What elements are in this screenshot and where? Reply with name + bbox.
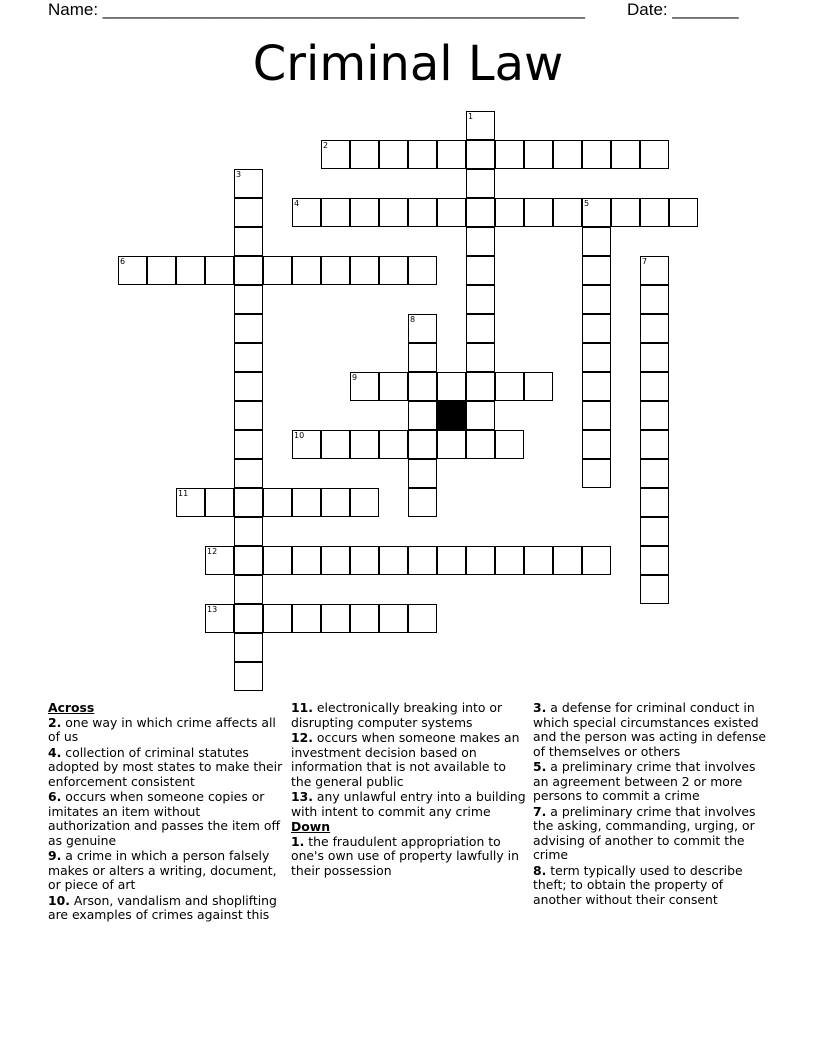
- grid-cell[interactable]: [495, 546, 524, 575]
- grid-cell[interactable]: [582, 314, 611, 343]
- grid-cell[interactable]: [408, 343, 437, 372]
- grid-cell[interactable]: [466, 140, 495, 169]
- grid-cell[interactable]: [640, 459, 669, 488]
- clue-number: 9.: [48, 848, 62, 863]
- grid-cell[interactable]: [234, 314, 263, 343]
- grid-cell[interactable]: [408, 314, 437, 343]
- grid-cell[interactable]: [321, 604, 350, 633]
- grid-cell[interactable]: [582, 140, 611, 169]
- cell-number: 9: [352, 373, 358, 382]
- grid-cell[interactable]: [379, 430, 408, 459]
- grid-cell[interactable]: [408, 546, 437, 575]
- grid-cell[interactable]: [350, 488, 379, 517]
- grid-cell[interactable]: [466, 314, 495, 343]
- grid-cell[interactable]: [466, 430, 495, 459]
- clue-across-9: [48, 849, 284, 893]
- grid-cell[interactable]: [640, 575, 669, 604]
- cell-number: 3: [236, 170, 242, 179]
- grid-cell[interactable]: [234, 604, 263, 633]
- clue-number: 12.: [291, 730, 313, 745]
- clue-across-4: [48, 746, 284, 790]
- grid-cell[interactable]: [205, 256, 234, 285]
- grid-cell[interactable]: [321, 430, 350, 459]
- grid-cell[interactable]: [234, 662, 263, 691]
- clue-text: any unlawful entry into a building with intent to commit any crime: [291, 789, 526, 819]
- clue-text: a preliminary crime that involves an agreement between 2 or more persons to commit a crime: [533, 759, 756, 803]
- clue-number: 7.: [533, 803, 547, 819]
- cell-number: 6: [120, 257, 126, 266]
- grid-cell[interactable]: [292, 430, 321, 459]
- grid-cell[interactable]: [292, 198, 321, 227]
- grid-cell[interactable]: [379, 546, 408, 575]
- clue-number: 8.: [533, 862, 547, 878]
- grid-cell[interactable]: [350, 430, 379, 459]
- clue-text: occurs when someone makes an investment decision based on information that is not available to the general public: [291, 730, 520, 789]
- grid-cell[interactable]: [408, 604, 437, 633]
- clue-across-10: [48, 894, 284, 923]
- grid-cell[interactable]: [263, 256, 292, 285]
- grid-cell[interactable]: [205, 488, 234, 517]
- grid-cell[interactable]: [582, 256, 611, 285]
- grid-cell[interactable]: [408, 372, 437, 401]
- grid-cell[interactable]: [466, 227, 495, 256]
- grid-cell[interactable]: [234, 488, 263, 517]
- grid-cell[interactable]: [524, 198, 553, 227]
- grid-cell[interactable]: [234, 256, 263, 285]
- grid-cell[interactable]: [234, 459, 263, 488]
- grid-cell[interactable]: [466, 198, 495, 227]
- grid-cell[interactable]: [321, 198, 350, 227]
- grid-cell[interactable]: [640, 140, 669, 169]
- clue-number: 11.: [291, 700, 313, 715]
- grid-cell[interactable]: [553, 546, 582, 575]
- grid-cell[interactable]: [292, 546, 321, 575]
- clues-column-3: [533, 701, 769, 908]
- grid-cell[interactable]: [495, 430, 524, 459]
- grid-cell[interactable]: [234, 546, 263, 575]
- grid-cell[interactable]: [466, 546, 495, 575]
- grid-cell[interactable]: [408, 430, 437, 459]
- grid-cell[interactable]: [640, 343, 669, 372]
- grid-cell[interactable]: [234, 227, 263, 256]
- grid-cell[interactable]: [350, 198, 379, 227]
- clue-across-12: [291, 731, 527, 789]
- grid-cell[interactable]: [408, 140, 437, 169]
- cell-number: 8: [410, 315, 416, 324]
- grid-cell[interactable]: [176, 488, 205, 517]
- grid-cell[interactable]: [669, 198, 698, 227]
- grid-cell[interactable]: [118, 256, 147, 285]
- grid-cell[interactable]: [408, 459, 437, 488]
- clue-number: 2.: [48, 714, 62, 730]
- grid-cell[interactable]: [582, 343, 611, 372]
- clue-down-7: [533, 805, 769, 863]
- clue-across-6: [48, 790, 284, 848]
- clue-across-11: [291, 701, 527, 730]
- grid-cell[interactable]: [582, 372, 611, 401]
- grid-cell[interactable]: [582, 546, 611, 575]
- black-cell: [437, 401, 466, 430]
- grid-cell[interactable]: [408, 488, 437, 517]
- grid-cell[interactable]: [234, 575, 263, 604]
- clue-across-2: [48, 716, 284, 745]
- grid-cell[interactable]: [640, 198, 669, 227]
- grid-cell[interactable]: [292, 488, 321, 517]
- clue-number: 5.: [533, 759, 547, 774]
- grid-cell[interactable]: [524, 546, 553, 575]
- grid-cell[interactable]: [147, 256, 176, 285]
- clue-number: 4.: [48, 744, 62, 760]
- clue-text: a crime in which a person falsely makes or alters a writing, document, or piece of art: [48, 848, 277, 892]
- grid-cell[interactable]: [292, 256, 321, 285]
- down-heading: Down: [291, 819, 331, 834]
- grid-cell[interactable]: [350, 604, 379, 633]
- grid-cell[interactable]: [640, 488, 669, 517]
- grid-cell[interactable]: [495, 198, 524, 227]
- grid-cell[interactable]: [640, 401, 669, 430]
- grid-cell[interactable]: [205, 546, 234, 575]
- grid-cell[interactable]: [234, 517, 263, 546]
- clue-number: 6.: [48, 789, 62, 804]
- grid-cell[interactable]: [640, 546, 669, 575]
- grid-cell[interactable]: [263, 488, 292, 517]
- grid-cell[interactable]: [350, 372, 379, 401]
- grid-cell[interactable]: [495, 140, 524, 169]
- grid-cell[interactable]: [466, 343, 495, 372]
- grid-cell[interactable]: [582, 198, 611, 227]
- grid-cell[interactable]: [437, 372, 466, 401]
- grid-cell[interactable]: [640, 256, 669, 285]
- clue-text: a defense for criminal conduct in which special circumstances existed and the person was acting in defense of themselves or others: [533, 700, 767, 759]
- grid-cell[interactable]: [640, 517, 669, 546]
- grid-cell[interactable]: [466, 111, 495, 140]
- grid-cell[interactable]: [379, 198, 408, 227]
- grid-cell[interactable]: [408, 198, 437, 227]
- grid-cell[interactable]: [582, 285, 611, 314]
- grid-cell[interactable]: [582, 430, 611, 459]
- grid-cell[interactable]: [437, 430, 466, 459]
- cell-number: 4: [294, 199, 300, 208]
- grid-cell[interactable]: [234, 343, 263, 372]
- grid-cell[interactable]: [466, 401, 495, 430]
- cell-number: 13: [207, 605, 218, 614]
- clue-text: a preliminary crime that involves the asking, commanding, urging, or advising of another to commit the crime: [533, 803, 756, 862]
- grid-cell[interactable]: [466, 372, 495, 401]
- grid-cell[interactable]: [611, 198, 640, 227]
- grid-cell[interactable]: [640, 372, 669, 401]
- clue-down-3: [533, 701, 769, 759]
- grid-cell[interactable]: [524, 140, 553, 169]
- cell-number: 2: [323, 141, 329, 150]
- grid-cell[interactable]: [234, 633, 263, 662]
- grid-cell[interactable]: [176, 256, 205, 285]
- cell-number: 11: [178, 489, 189, 498]
- grid-cell[interactable]: [437, 546, 466, 575]
- across-heading: Across: [48, 700, 95, 715]
- grid-cell[interactable]: [321, 546, 350, 575]
- clue-number: 1.: [291, 833, 305, 849]
- grid-cell[interactable]: [582, 459, 611, 488]
- grid-cell[interactable]: [234, 285, 263, 314]
- grid-cell[interactable]: [495, 372, 524, 401]
- grid-cell[interactable]: [466, 256, 495, 285]
- grid-cell[interactable]: [408, 401, 437, 430]
- grid-cell[interactable]: [321, 256, 350, 285]
- grid-cell[interactable]: [350, 256, 379, 285]
- grid-cell[interactable]: [611, 140, 640, 169]
- grid-cell[interactable]: [321, 488, 350, 517]
- clue-number: 10.: [48, 892, 70, 908]
- clue-text: Arson, vandalism and shoplifting are examples of crimes against this: [48, 892, 277, 922]
- clues-column-2: [291, 701, 527, 879]
- grid-cell[interactable]: [321, 140, 350, 169]
- cell-number: 1: [468, 112, 474, 121]
- grid-cell[interactable]: [379, 140, 408, 169]
- date-field[interactable]: Date: _______: [627, 0, 739, 19]
- grid-cell[interactable]: [350, 546, 379, 575]
- grid-cell[interactable]: [582, 227, 611, 256]
- cell-number: 10: [294, 431, 305, 440]
- clue-number: 3.: [533, 700, 547, 715]
- clue-across-13: [291, 790, 527, 819]
- cell-number: 7: [642, 257, 648, 266]
- grid-cell[interactable]: [466, 169, 495, 198]
- clue-text: the fraudulent appropriation to one's own use of property lawfully in their possession: [291, 833, 519, 878]
- grid-cell[interactable]: [234, 372, 263, 401]
- grid-cell[interactable]: [234, 169, 263, 198]
- grid-cell[interactable]: [640, 314, 669, 343]
- grid-cell[interactable]: [234, 198, 263, 227]
- clue-text: occurs when someone copies or imitates an item without authorization and passes the item off as genuine: [48, 789, 281, 848]
- grid-cell[interactable]: [640, 285, 669, 314]
- grid-cell[interactable]: [234, 401, 263, 430]
- name-field[interactable]: Name: ___________________________________________________: [48, 0, 585, 19]
- grid-cell[interactable]: [437, 140, 466, 169]
- grid-cell[interactable]: [582, 401, 611, 430]
- grid-cell[interactable]: [379, 604, 408, 633]
- grid-cell[interactable]: [205, 604, 234, 633]
- clue-down-5: [533, 760, 769, 804]
- clue-number: 13.: [291, 789, 313, 804]
- clue-down-8: [533, 864, 769, 908]
- clue-down-1: [291, 835, 527, 879]
- clue-text: collection of criminal statutes adopted by most states to make their enforcement consistent: [48, 744, 283, 789]
- grid-cell[interactable]: [553, 140, 582, 169]
- grid-cell[interactable]: [466, 285, 495, 314]
- cell-number: 5: [584, 199, 590, 208]
- cell-number: 12: [207, 547, 218, 556]
- grid-cell[interactable]: [379, 372, 408, 401]
- clue-text: electronically breaking into or disrupting computer systems: [291, 700, 503, 730]
- grid-cell[interactable]: [234, 430, 263, 459]
- grid-cell[interactable]: [263, 604, 292, 633]
- grid-cell[interactable]: [263, 546, 292, 575]
- grid-cell[interactable]: [379, 256, 408, 285]
- clues-column-1: [48, 701, 284, 924]
- grid-cell[interactable]: [408, 256, 437, 285]
- grid-cell[interactable]: [640, 430, 669, 459]
- clue-text: one way in which crime affects all of us: [48, 714, 276, 744]
- clue-text: term typically used to describe theft; to obtain the property of another without their consent: [533, 862, 743, 907]
- grid-cell[interactable]: [524, 372, 553, 401]
- grid-cell[interactable]: [350, 140, 379, 169]
- grid-cell[interactable]: [292, 604, 321, 633]
- grid-cell[interactable]: [437, 198, 466, 227]
- puzzle-title: Criminal Law: [252, 36, 564, 92]
- grid-cell[interactable]: [553, 198, 582, 227]
